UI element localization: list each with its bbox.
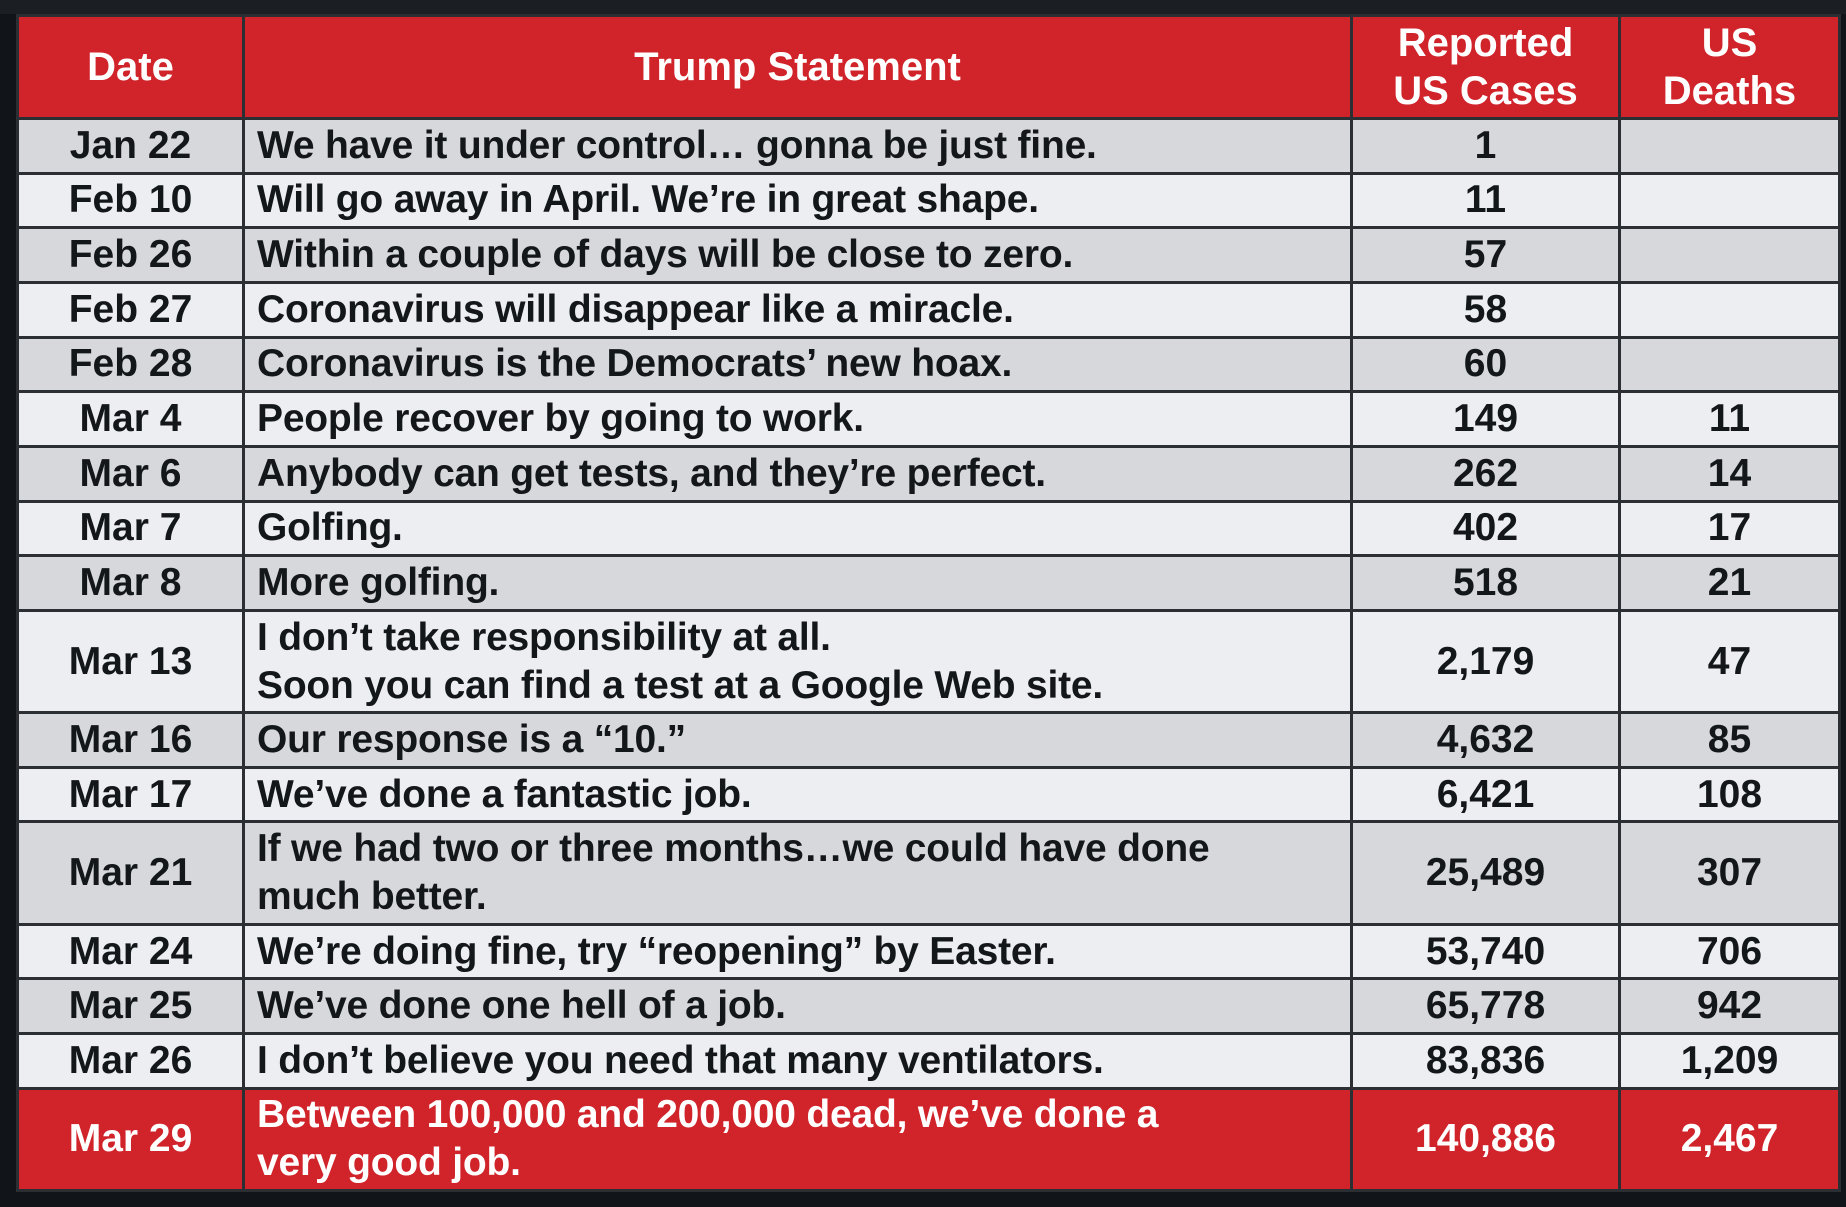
statement-cell: Golfing. [244, 501, 1352, 556]
deaths-cell: 14 [1620, 446, 1840, 501]
header-cases: Reported US Cases [1352, 16, 1620, 119]
cases-cell: 149 [1352, 392, 1620, 447]
statement-cell: Coronavirus will disappear like a miracle. [244, 282, 1352, 337]
date-cell: Mar 26 [18, 1034, 244, 1089]
cases-cell: 1 [1352, 119, 1620, 174]
cases-cell: 2,179 [1352, 610, 1620, 712]
header-row [18, 16, 1840, 119]
deaths-cell [1620, 119, 1840, 174]
table-row [18, 556, 1840, 611]
cases-cell: 65,778 [1352, 979, 1620, 1034]
deaths-cell: 307 [1620, 822, 1840, 924]
statement-cell: People recover by going to work. [244, 392, 1352, 447]
date-cell: Mar 21 [18, 822, 244, 924]
deaths-cell: 17 [1620, 501, 1840, 556]
deaths-cell: 706 [1620, 924, 1840, 979]
table-row [18, 392, 1840, 447]
table-row [18, 924, 1840, 979]
statement-cell: I don’t take responsibility at all. Soon you can find a test at a Google Web site. [244, 610, 1352, 712]
table-row [18, 119, 1840, 174]
date-cell: Jan 22 [18, 119, 244, 174]
cases-cell: 6,421 [1352, 767, 1620, 822]
table-row [18, 228, 1840, 283]
table-row [18, 713, 1840, 768]
cases-cell: 25,489 [1352, 822, 1620, 924]
table-row [18, 337, 1840, 392]
statement-cell: Our response is a “10.” [244, 713, 1352, 768]
deaths-cell: 11 [1620, 392, 1840, 447]
deaths-cell [1620, 337, 1840, 392]
date-cell: Mar 24 [18, 924, 244, 979]
date-cell: Mar 6 [18, 446, 244, 501]
header-statement: Trump Statement [244, 16, 1352, 119]
cases-cell: 262 [1352, 446, 1620, 501]
deaths-cell: 2,467 [1620, 1088, 1840, 1190]
statement-cell: We have it under control… gonna be just fine. [244, 119, 1352, 174]
cases-cell: 402 [1352, 501, 1620, 556]
cases-cell: 53,740 [1352, 924, 1620, 979]
date-cell: Feb 28 [18, 337, 244, 392]
statement-cell: We’ve done one hell of a job. [244, 979, 1352, 1034]
statement-cell: Anybody can get tests, and they’re perfect. [244, 446, 1352, 501]
date-cell: Mar 16 [18, 713, 244, 768]
cases-cell: 11 [1352, 173, 1620, 228]
date-cell: Mar 17 [18, 767, 244, 822]
table-row [18, 173, 1840, 228]
statement-cell: More golfing. [244, 556, 1352, 611]
table-row [18, 1034, 1840, 1089]
statement-cell: Coronavirus is the Democrats’ new hoax. [244, 337, 1352, 392]
date-cell: Feb 27 [18, 282, 244, 337]
top-strip [0, 0, 1846, 14]
table-row-highlighted [18, 1088, 1840, 1190]
date-cell: Mar 13 [18, 610, 244, 712]
date-cell: Feb 26 [18, 228, 244, 283]
deaths-cell [1620, 173, 1840, 228]
date-cell: Mar 4 [18, 392, 244, 447]
deaths-cell: 47 [1620, 610, 1840, 712]
table-row [18, 282, 1840, 337]
statement-cell: If we had two or three months…we could have done much better. [244, 822, 1352, 924]
deaths-cell [1620, 228, 1840, 283]
statement-cell: We’ve done a fantastic job. [244, 767, 1352, 822]
cases-cell: 140,886 [1352, 1088, 1620, 1190]
table-row [18, 979, 1840, 1034]
date-cell: Mar 8 [18, 556, 244, 611]
cases-cell: 60 [1352, 337, 1620, 392]
statement-cell: Between 100,000 and 200,000 dead, we’ve done a very good job. [244, 1088, 1352, 1190]
cases-cell: 58 [1352, 282, 1620, 337]
header-deaths: US Deaths [1620, 16, 1840, 119]
deaths-cell: 942 [1620, 979, 1840, 1034]
header-date: Date [18, 16, 244, 119]
table-row [18, 501, 1840, 556]
table-row [18, 822, 1840, 924]
date-cell: Mar 25 [18, 979, 244, 1034]
cases-cell: 83,836 [1352, 1034, 1620, 1089]
table-row [18, 610, 1840, 712]
statement-cell: Will go away in April. We’re in great shape. [244, 173, 1352, 228]
table-row [18, 446, 1840, 501]
statement-cell: I don’t believe you need that many ventilators. [244, 1034, 1352, 1089]
deaths-cell [1620, 282, 1840, 337]
table-wrapper [16, 14, 1838, 1192]
deaths-cell: 85 [1620, 713, 1840, 768]
deaths-cell: 1,209 [1620, 1034, 1840, 1089]
date-cell: Mar 29 [18, 1088, 244, 1190]
table-row [18, 767, 1840, 822]
statement-cell: We’re doing fine, try “reopening” by Easter. [244, 924, 1352, 979]
deaths-cell: 108 [1620, 767, 1840, 822]
statements-table [16, 14, 1841, 1192]
cases-cell: 57 [1352, 228, 1620, 283]
cases-cell: 4,632 [1352, 713, 1620, 768]
cases-cell: 518 [1352, 556, 1620, 611]
statement-cell: Within a couple of days will be close to zero. [244, 228, 1352, 283]
deaths-cell: 21 [1620, 556, 1840, 611]
date-cell: Feb 10 [18, 173, 244, 228]
date-cell: Mar 7 [18, 501, 244, 556]
